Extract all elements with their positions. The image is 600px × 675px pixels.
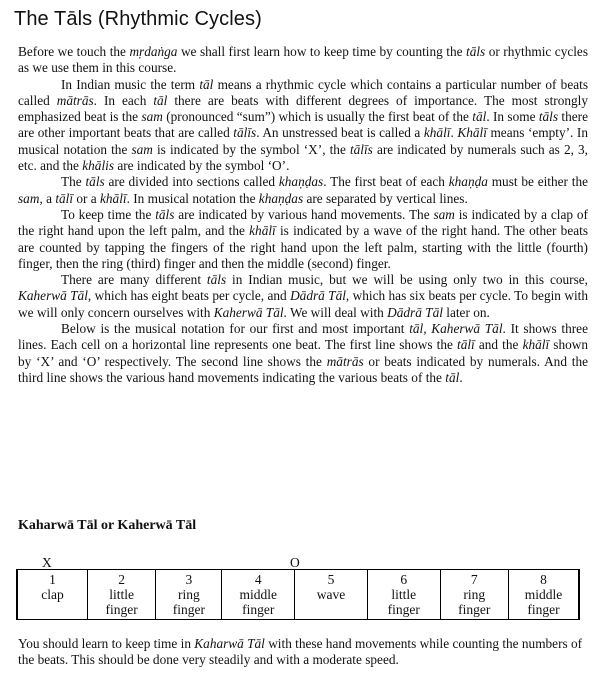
beat-cell <box>440 570 508 620</box>
beat-movement: finger <box>105 602 138 617</box>
beat-number: 2 <box>118 572 126 587</box>
paragraph-tal-types: There are many different tāls in Indian music, but we will be using only two in this course, Kaherwā Tāl, which has eight beats per cycle, and Dādrā Tāl, which has six beats per cycle. To begin with we will only concern ourselves with Kaherwā Tāl. We will deal with Dādrā Tāl later on. <box>18 272 588 320</box>
beat-cell <box>295 570 368 620</box>
beat-movement: ring <box>178 587 200 602</box>
beat-movement: middle <box>524 587 563 602</box>
beat-movement: finger <box>527 602 560 617</box>
beat-cell <box>222 570 295 620</box>
beat-movement: little <box>109 587 135 602</box>
table-row <box>17 570 579 620</box>
beat-number: 1 <box>49 572 56 587</box>
paragraph-hand-movements: To keep time the tāls are indicated by various hand movements. The sam is indicated by a clap of the right hand upon the left palm, and the khālī is indicated by a wave of the right hand. The other beats are counted by tapping the fingers of the right hand upon the left palm, starting with the little (fourth) finger, then the ring (third) finger and then the middle (second) finger. <box>18 206 588 271</box>
beat-number: 3 <box>185 572 193 587</box>
paragraph-closing: You should learn to keep time in Kaharwā Tāl with these hand movements while counting the numbers of the beats. This should be done very steadily and with a moderate speed. <box>18 636 583 668</box>
paragraph-khandas: The tāls are divided into sections called khaṇḍas. The first beat of each khaṇḍa must be either the sam, a tālī or a khālī. In musical notation the khaṇḍas are separated by vertical lines. <box>18 174 589 206</box>
closing-text <box>18 636 588 669</box>
beat-number: 4 <box>254 572 262 587</box>
beat-cell <box>367 570 440 620</box>
beat-number: 8 <box>540 572 547 587</box>
beat-cell <box>156 570 222 620</box>
beat-movement: ring <box>463 587 486 602</box>
beat-movement: finger <box>387 602 420 617</box>
page-title: The Tāls (Rhythmic Cycles) <box>14 8 262 30</box>
beat-movement: middle <box>239 587 278 602</box>
beat-movement: clap <box>41 587 64 602</box>
paragraph-intro: Before we touch the mṛdaṅga we shall first learn how to keep time by counting the tāls or rhythmic cycles as we use them in this course. <box>18 44 589 76</box>
beat-cell <box>88 570 156 620</box>
beat-cell <box>17 570 88 620</box>
beat-movement: little <box>391 587 417 602</box>
beat-movement: finger <box>242 602 275 617</box>
beat-movement: finger <box>458 602 491 617</box>
beat-number: 7 <box>470 572 478 587</box>
beat-movement: finger <box>172 602 205 617</box>
beat-number: 6 <box>400 572 408 587</box>
tal-notation-table <box>16 569 580 620</box>
sam-marker: X <box>42 555 52 570</box>
paragraph-notation: Below is the musical notation for our first and most important tāl, Kaherwā Tāl. It shows three lines. Each cell on a horizontal line represents one beat. The first line shows the tālī and the khālī shown by ‘X’ and ‘O’ respectively. The second line shows the mātrās or beats indicated by numerals. And the third line shows the various hand movements indicating the various beats of the tāl. <box>18 321 589 385</box>
section-heading: Kaharwā Tāl or Kaherwā Tāl <box>18 518 197 533</box>
paragraph-tal-definition: In Indian music the term tāl means a rhythmic cycle which contains a particular number of beats called mātrās. In each tāl there are beats with different degrees of importance. The most strongly emphasized beat is the sam (pronounced “sum”) which is usually the first beat of the tāl. In some tāls there are other important beats that are called tālīs. An unstressed beat is called a khālī. Khālī means ‘empty’. In musical notation the sam is indicated by the symbol ‘X’, the tālīs are indicated by numerals such as 2, 3, etc. and the khālis are indicated by the symbol ‘O’. <box>18 76 588 174</box>
body-text <box>18 44 588 386</box>
khali-marker: O <box>290 555 300 570</box>
beat-cell <box>508 570 579 620</box>
beat-movement: wave <box>316 587 346 602</box>
beat-number: 5 <box>327 572 335 587</box>
